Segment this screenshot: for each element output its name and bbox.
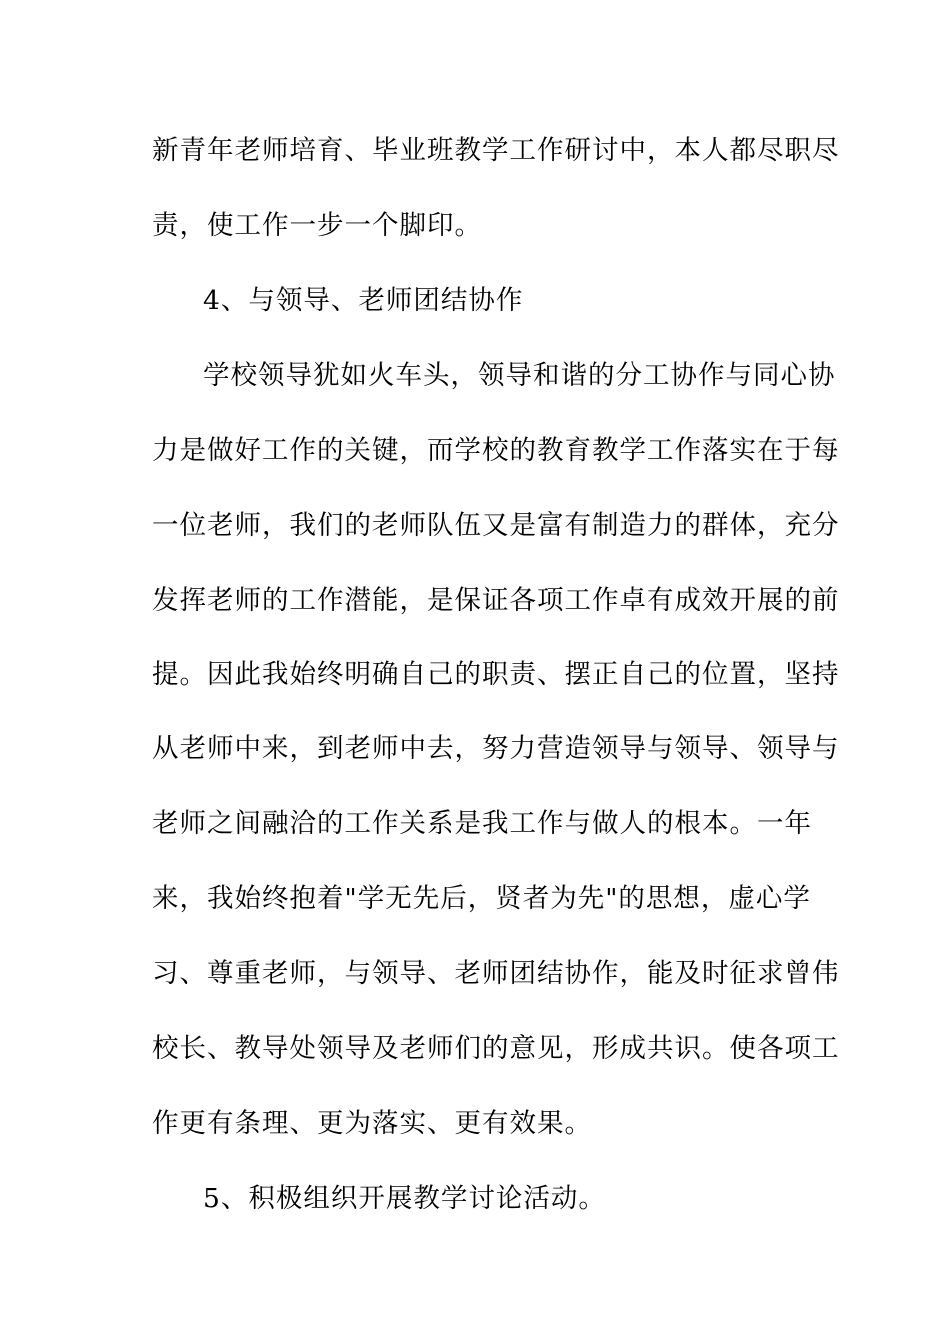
paragraph-line: 来，我始终抱着"学无先后，贤者为先"的思想，虚心学 [152,883,811,914]
paragraph-line: 一位老师，我们的老师队伍又是富有制造力的群体，充分 [152,510,840,541]
paragraph-line: 提。因此我始终明确自己的职责、摆正自己的位置，坚持 [152,659,840,690]
paragraph-line: 力是做好工作的关键，而学校的教育教学工作落实在于每 [152,435,840,466]
paragraph-line: 新青年老师培育、毕业班教学工作研讨中，本人都尽职尽 [152,135,840,166]
paragraph-line: 责，使工作一步一个脚印。 [152,210,482,241]
paragraph-line: 老师之间融洽的工作关系是我工作与做人的根本。一年 [152,808,812,839]
paragraph-line: 习、尊重老师，与领导、老师团结协作，能及时征求曾伟 [152,958,840,989]
paragraph-line: 校长、教导处领导及老师们的意见，形成共识。使各项工 [152,1033,840,1064]
paragraph-line: 发挥老师的工作潜能，是保证各项工作卓有成效开展的前 [152,585,840,616]
section-heading: 4、与领导、老师团结协作 [203,285,524,316]
section-heading: 5、积极组织开展教学讨论活动。 [203,1183,606,1214]
paragraph-line: 从老师中来，到老师中去，努力营造领导与领导、领导与 [152,733,840,764]
paragraph-line: 作更有条理、更为落实、更有效果。 [152,1108,592,1139]
paragraph-line: 学校领导犹如火车头，领导和谐的分工协作与同心协 [203,360,836,391]
